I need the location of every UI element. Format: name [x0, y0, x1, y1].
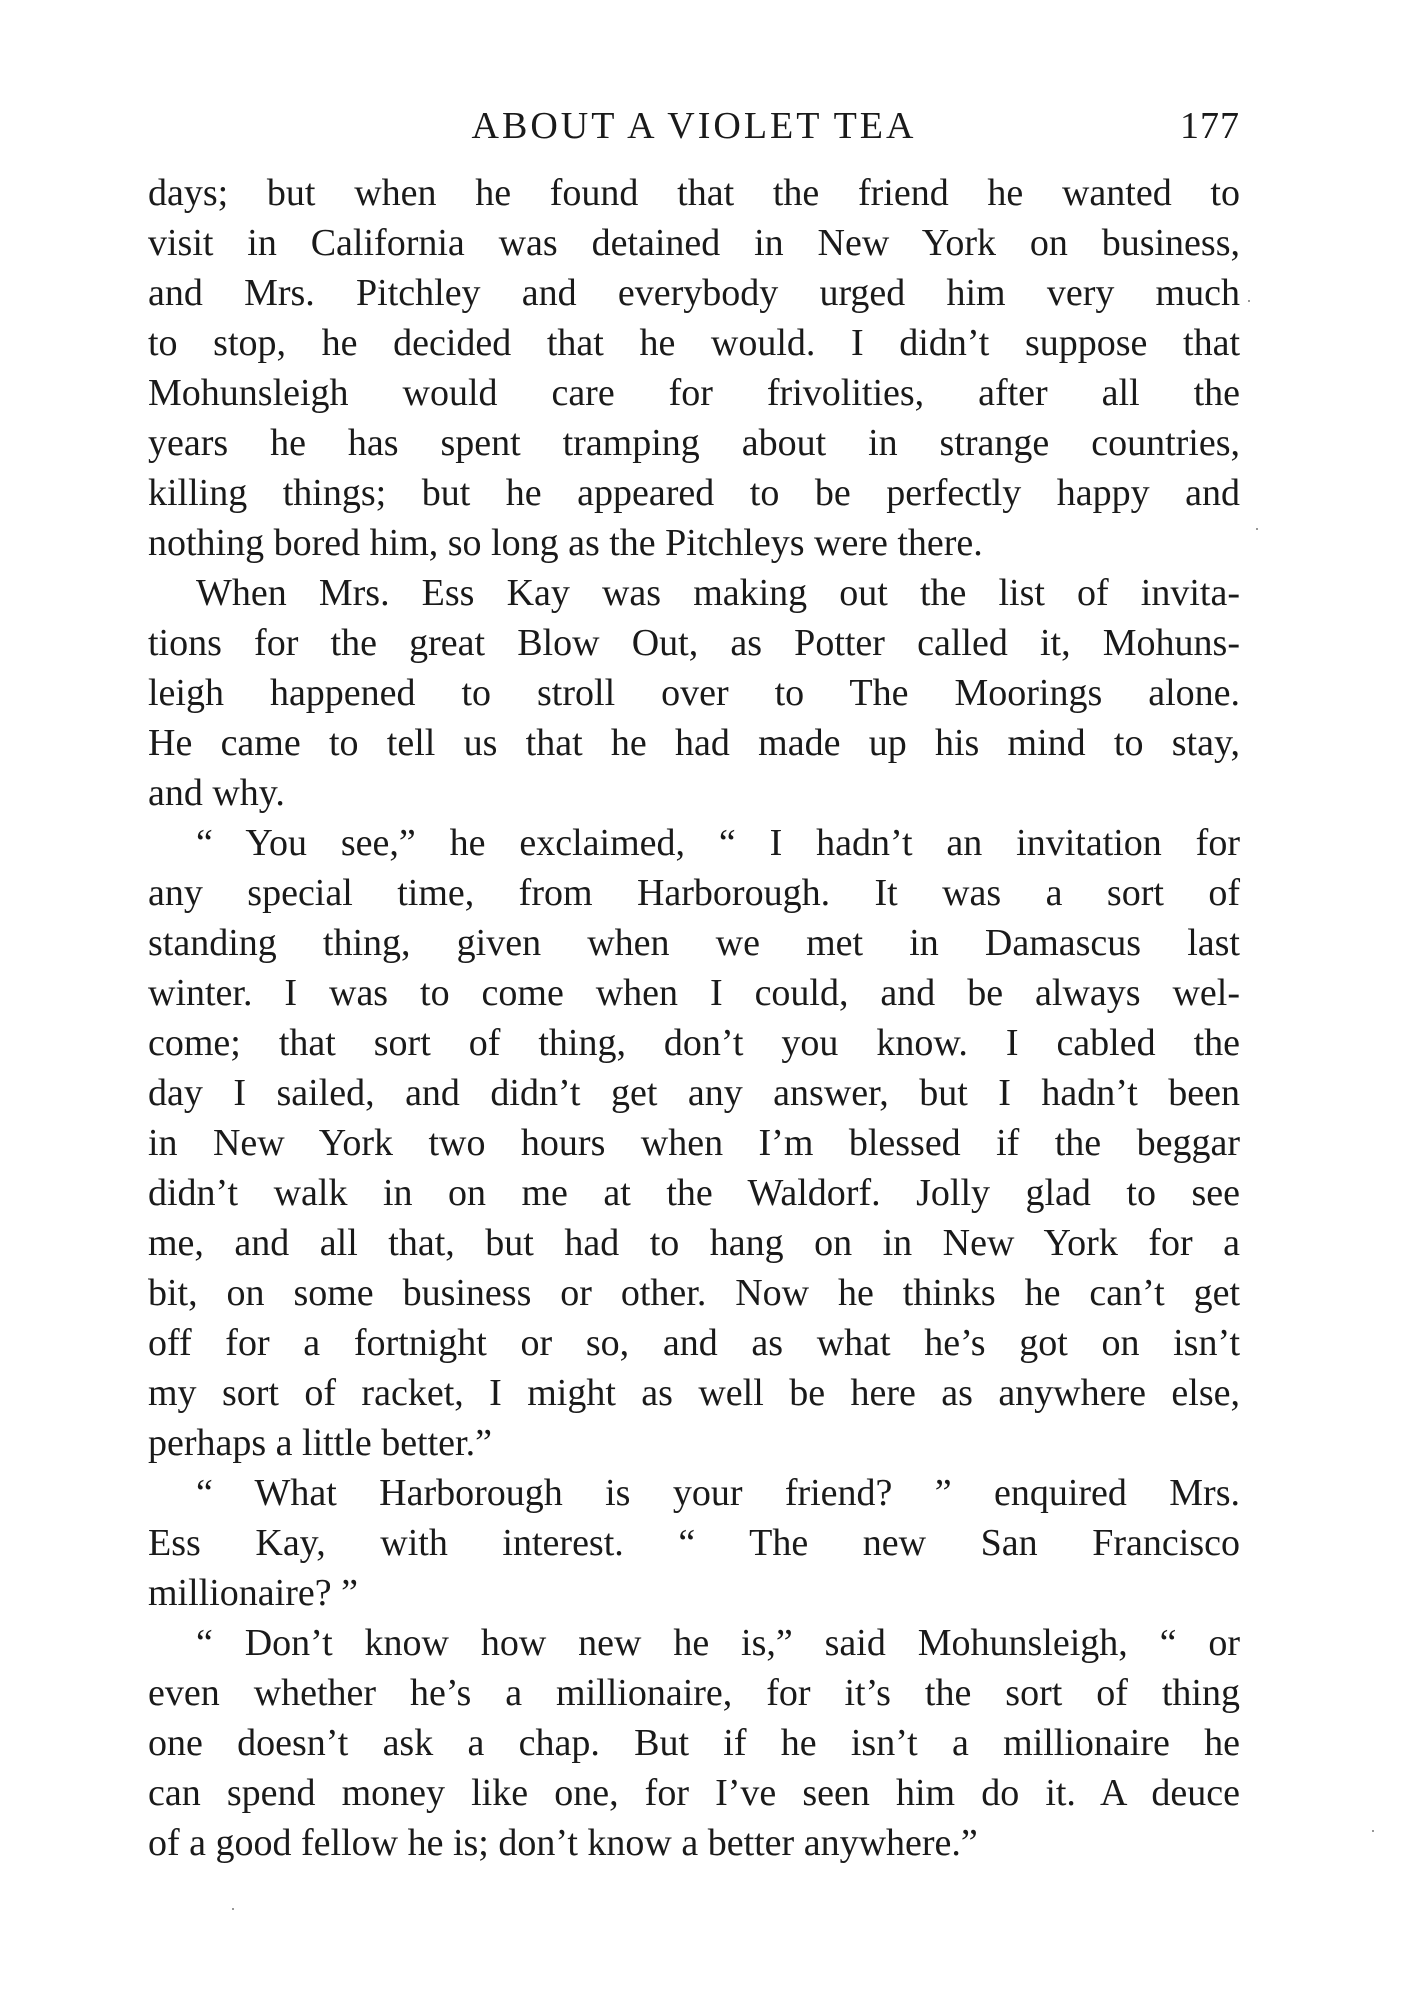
- text-line: years he has spent tramping about in strange countries,: [148, 422, 1240, 464]
- text-line: nothing bored him, so long as the Pitchleys were there.: [148, 522, 983, 564]
- paragraph-2: [148, 568, 1240, 818]
- page-number: 177: [1180, 105, 1240, 147]
- text-line: and Mrs. Pitchley and everybody urged him very much: [148, 272, 1240, 314]
- text-line: to stop, he decided that he would. I didn’t suppose that: [148, 322, 1240, 364]
- text-line: Ess Kay, with interest. “ The new San Francisco: [148, 1522, 1240, 1564]
- paragraph-3: [148, 818, 1240, 1468]
- text-line: winter. I was to come when I could, and be always wel-: [148, 972, 1240, 1014]
- text-line: “ You see,” he exclaimed, “ I hadn’t an invitation for: [196, 822, 1240, 864]
- text-line: days; but when he found that the friend he wanted to: [148, 172, 1240, 214]
- scan-speck: [1256, 528, 1258, 530]
- text-line: my sort of racket, I might as well be here as anywhere else,: [148, 1372, 1240, 1414]
- body-text: [148, 168, 1240, 1868]
- text-line: off for a fortnight or so, and as what he’s got on isn’t: [148, 1322, 1240, 1364]
- text-line: visit in California was detained in New York on business,: [148, 222, 1240, 264]
- text-line: tions for the great Blow Out, as Potter called it, Mohuns-: [148, 622, 1240, 664]
- running-title: ABOUT A VIOLET TEA: [471, 105, 917, 147]
- text-line: leigh happened to stroll over to The Moorings alone.: [148, 672, 1240, 714]
- text-line: and why.: [148, 772, 285, 814]
- text-line: standing thing, given when we met in Damascus last: [148, 922, 1240, 964]
- paragraph-1: [148, 168, 1240, 568]
- running-head: [148, 96, 1240, 156]
- text-line: didn’t walk in on me at the Waldorf. Jolly glad to see: [148, 1172, 1240, 1214]
- paragraph-4: [148, 1468, 1240, 1618]
- text-line: killing things; but he appeared to be perfectly happy and: [148, 472, 1240, 514]
- paragraph-5: [148, 1618, 1240, 1868]
- scan-speck: [232, 1908, 234, 1910]
- scan-speck: [1248, 300, 1250, 302]
- text-line: even whether he’s a millionaire, for it’s the sort of thing: [148, 1672, 1240, 1714]
- text-line: bit, on some business or other. Now he thinks he can’t get: [148, 1272, 1240, 1314]
- text-line: of a good fellow he is; don’t know a better anywhere.”: [148, 1822, 978, 1864]
- text-line: perhaps a little better.”: [148, 1422, 492, 1464]
- text-line: any special time, from Harborough. It was a sort of: [148, 872, 1240, 914]
- text-line: can spend money like one, for I’ve seen him do it. A deuce: [148, 1772, 1240, 1814]
- text-line: Mohunsleigh would care for frivolities, after all the: [148, 372, 1240, 414]
- text-line: When Mrs. Ess Kay was making out the list of invita-: [196, 572, 1240, 614]
- text-line: in New York two hours when I’m blessed if the beggar: [148, 1122, 1240, 1164]
- text-line: “ Don’t know how new he is,” said Mohunsleigh, “ or: [196, 1622, 1240, 1664]
- text-line: “ What Harborough is your friend? ” enquired Mrs.: [196, 1472, 1240, 1514]
- text-line: one doesn’t ask a chap. But if he isn’t a millionaire he: [148, 1722, 1240, 1764]
- text-line: come; that sort of thing, don’t you know. I cabled the: [148, 1022, 1240, 1064]
- text-line: millionaire? ”: [148, 1572, 358, 1614]
- text-line: He came to tell us that he had made up his mind to stay,: [148, 722, 1240, 764]
- text-line: me, and all that, but had to hang on in New York for a: [148, 1222, 1240, 1264]
- text-line: day I sailed, and didn’t get any answer, but I hadn’t been: [148, 1072, 1240, 1114]
- scan-speck: [1372, 1830, 1374, 1832]
